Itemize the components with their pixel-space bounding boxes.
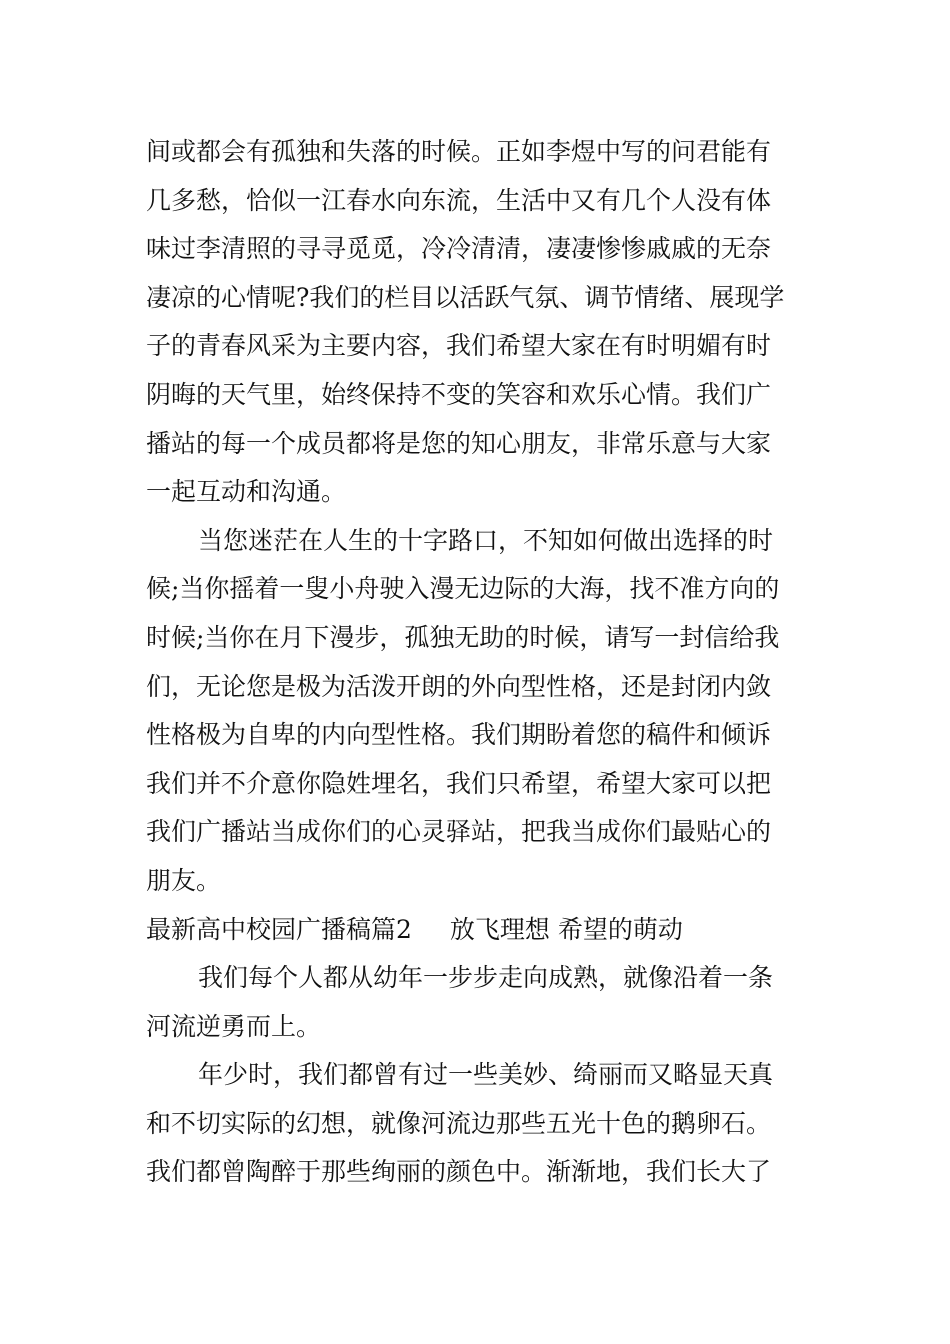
text-line: 我们都曾陶醉于那些绚丽的颜色中。渐渐地，我们长大了 [146, 1157, 772, 1187]
text-line: 我们每个人都从幼年一步步走向成熟，就像沿着一条 [198, 963, 774, 993]
text-line: 性格极为自卑的内向型性格。我们期盼着您的稿件和倾诉 [146, 720, 772, 750]
section-heading [146, 906, 806, 955]
paragraph-1 [146, 128, 806, 517]
text-line: 播站的每一个成员都将是您的知心朋友，非常乐意与大家 [146, 428, 772, 458]
text-line: 当您迷茫在人生的十字路口，不知如何做出选择的时 [198, 525, 774, 555]
section-subtitle: 放飞理想 希望的萌动 [449, 914, 683, 944]
text-line: 时候;当你在月下漫步，孤独无助的时候，请写一封信给我 [146, 622, 780, 652]
text-line: 阴晦的天气里，始终保持不变的笑容和欢乐心情。我们广 [146, 379, 772, 409]
text-line: 凄凉的心情呢?我们的栏目以活跃气氛、调节情绪、展现学 [146, 282, 785, 312]
text-line: 年少时，我们都曾有过一些美妙、绮丽而又略显天真 [198, 1060, 774, 1090]
text-line: 们，无论您是极为活泼开朗的外向型性格，还是封闭内敛 [146, 671, 772, 701]
document-body [146, 128, 806, 1197]
text-line: 子的青春风采为主要内容，我们希望大家在有时明媚有时 [146, 331, 772, 361]
section-title: 最新高中校园广播稿篇2 [146, 914, 412, 944]
text-line: 和不切实际的幻想，就像河流边那些五光十色的鹅卵石。 [146, 1108, 772, 1138]
paragraph-3 [146, 954, 806, 1051]
text-line: 我们广播站当成你们的心灵驿站，把我当成你们最贴心的 [146, 817, 772, 847]
text-line: 我们并不介意你隐姓埋名，我们只希望，希望大家可以把 [146, 768, 772, 798]
paragraph-4 [146, 1051, 806, 1197]
text-line: 一起互动和沟通。 [146, 477, 347, 507]
text-line: 味过李清照的寻寻觅觅，冷冷清清，凄凄惨惨戚戚的无奈 [146, 234, 772, 264]
text-line: 几多愁，恰似一江春水向东流，生活中又有几个人没有体 [146, 185, 772, 215]
text-line: 间或都会有孤独和失落的时候。正如李煜中写的问君能有 [146, 137, 772, 166]
text-line: 河流逆勇而上。 [146, 1011, 322, 1041]
text-line: 候;当你摇着一叟小舟驶入漫无边际的大海，找不准方向的 [146, 574, 780, 604]
paragraph-2 [146, 517, 806, 906]
text-line: 朋友。 [146, 865, 222, 895]
